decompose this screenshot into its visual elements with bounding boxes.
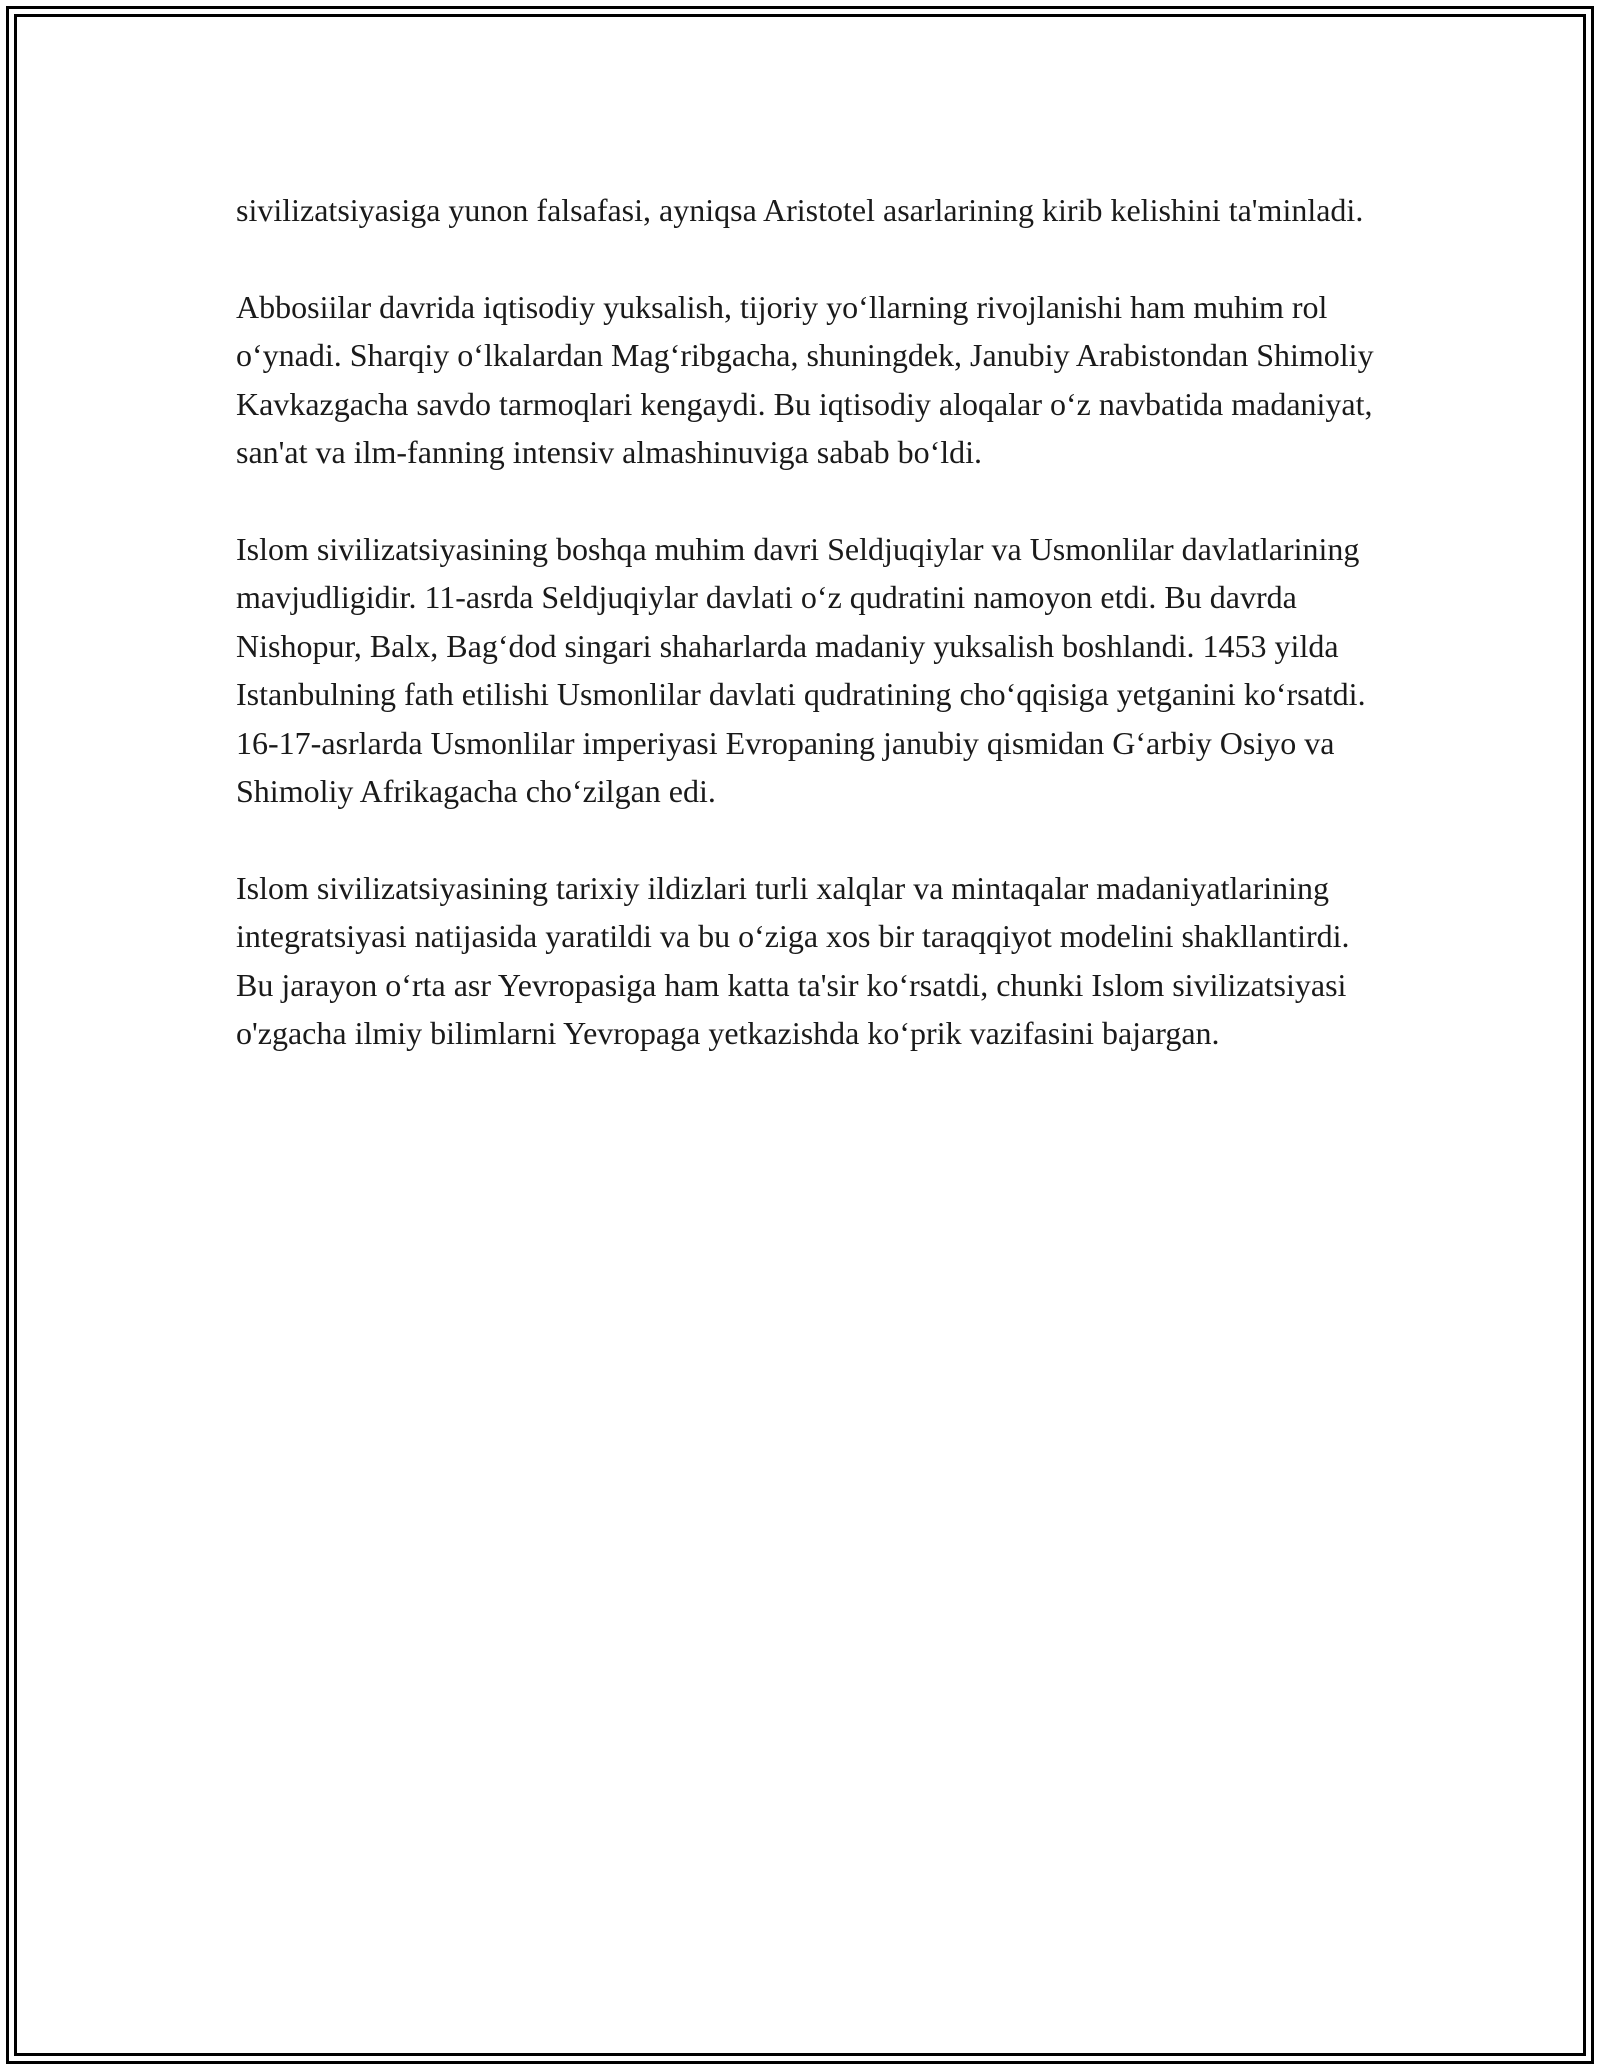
document-body — [236, 186, 1376, 1058]
paragraph: Islom sivilizatsiyasining boshqa muhim davri Seldjuqiylar va Usmonlilar davlatlarining mavjudligidir. 11-asrda Seldjuqiylar davlati o‘z qudratini namoyon etdi. Bu davrda Nishopur, Balx, Bag‘dod singari shaharlarda madaniy yuksalish boshlandi. 1453 yilda Istanbulning fath etilishi Usmonlilar davlati qudratining cho‘qqisiga yetganini ko‘rsatdi. 16-17-asrlarda Usmonlilar imperiyasi Evropaning janubiy qismidan G‘arbiy Osiyo va Shimoliy Afrikagacha cho‘zilgan edi. — [236, 530, 1366, 809]
paragraph: Islom sivilizatsiyasining tarixiy ildizlari turli xalqlar va mintaqalar madaniyatlarining integratsiyasi natijasida yaratildi va bu o‘ziga xos bir taraqqiyot modelini shakllantirdi. Bu jarayon o‘rta asr Yevropasiga ham katta ta'sir ko‘rsatdi, chunki Islom sivilizatsiyasi o'zgacha ilmiy bilimlarni Yevropaga yetkazishda ko‘prik vazifasini bajargan. — [236, 869, 1350, 1051]
paragraph: Abbosiilar davrida iqtisodiy yuksalish, tijoriy yo‘llarning rivojlanishi ham muhim rol o‘ynadi. Sharqiy o‘lkalardan Mag‘ribgacha, shuningdek, Janubiy Arabistondan Shimoliy Kavkazgacha savdo tarmoqlari kengaydi. Bu iqtisodiy aloqalar o‘z navbatida madaniyat, san'at va ilm-fanning intensiv almashinuviga sabab bo‘ldi. — [236, 288, 1374, 470]
paragraph: sivilizatsiyasiga yunon falsafasi, ayniqsa Aristotel asarlarining kirib kelishini ta'minladi. — [236, 192, 1364, 228]
